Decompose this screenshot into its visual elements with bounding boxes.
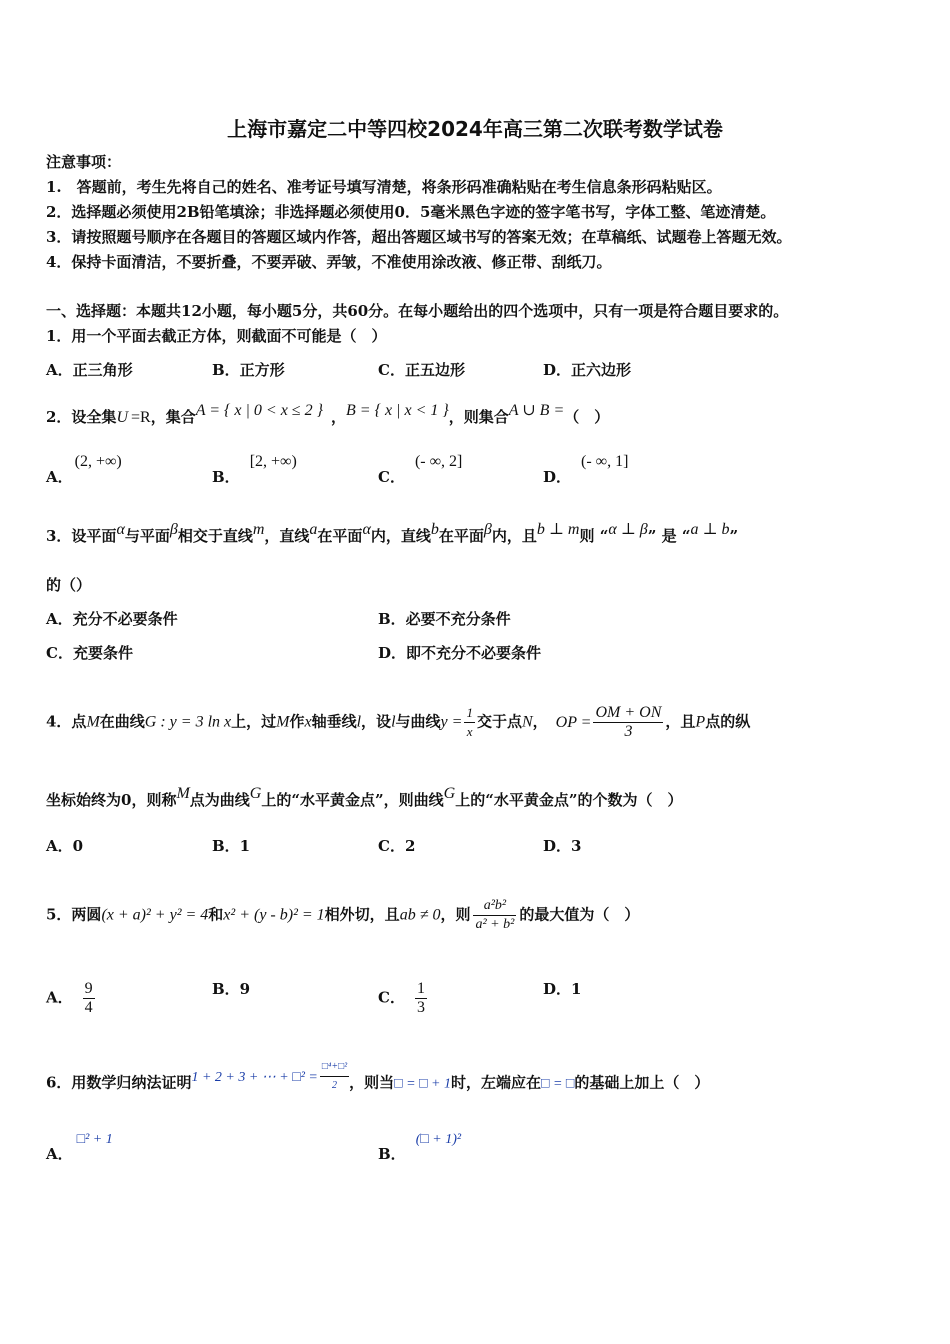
q6-formula-fraction: $\frac{\text{□⁴+□²}}{2}$ [320, 1058, 349, 1095]
q1-stem: 1．用一个平面去截正方体，则截面不可能是（ ） [46, 327, 387, 345]
q4-stem: 4．点M在曲线G : y = 3 ln x上，过M作x轴垂线l，设l与曲线y = $\frac{1}{x}$ 交于点N， OP = $\frac{OM + ON}{3}$ ，且P点的纵 [46, 704, 751, 740]
section-heading: 一、选择题：本题共12小题，每小题5分，共60分。在每小题给出的四个选项中，只有一项是符合题目要求的。 [46, 302, 789, 320]
q3-option-b: B．必要不充分条件 [378, 610, 511, 628]
q2-mid2: ，则集合 [448, 408, 509, 426]
q3-option-c: C．充要条件 [46, 644, 133, 662]
q2-option-d: D．(- ∞, 1] [543, 453, 629, 486]
q6-condition-k: □ = □ [541, 1076, 575, 1092]
q6-condition-k-plus-1: □ = □ + 1 [394, 1076, 451, 1092]
q4-axis-x: x [304, 713, 312, 731]
q2-option-b: B．[2, +∞) [212, 453, 297, 486]
q5-option-d: D．1 [543, 980, 582, 998]
q4-option-d: D．3 [543, 837, 582, 855]
q2-set-b: B = { x | x < 1 } [346, 402, 449, 419]
q2-paren: （ ） [564, 408, 610, 426]
q5-condition: ab ≠ 0 [399, 906, 441, 924]
q2-option-b-value: [2, +∞) [249, 453, 297, 470]
q5-option-c: C． $\frac{1}{3}$ [378, 980, 425, 1016]
q2-union: A ∪ B = [508, 402, 565, 419]
q6-formula: 1 + 2 + 3 + ⋯ + □² = [191, 1069, 318, 1085]
q4-point-p: P [695, 713, 706, 731]
q6-stem: 6．用数学归纳法证明1 + 2 + 3 + ⋯ + □² = $\frac{\text{□⁴+□²}}{2}$ ，则当□ = □ + 1时，左端应在□ = □的基础上加上（ ） [46, 1065, 709, 1102]
q3-b-perp-m: b ⊥ m [536, 521, 580, 538]
q5-expression-fraction: $\frac{\text{a²b²}}{\text{a² + b²}}$ [475, 898, 515, 932]
notes-heading: 注意事项： [46, 153, 122, 171]
q3-line-m: m [252, 521, 265, 538]
q2-universe-equals: =R [131, 409, 151, 426]
note-item-1: 1. 答题前，考生先将自己的姓名、准考证号填写清楚，将条形码准确粘贴在考生信息条形码粘贴区。 [46, 178, 722, 196]
q5-circle-1: (x + a)² + y² = 4 [101, 906, 209, 924]
q6-option-b-value: (□ + 1)² [415, 1132, 462, 1147]
q3-beta: β [169, 521, 178, 538]
q2-stem [46, 402, 610, 427]
q4-reciprocal-fraction: $\frac{1}{x}$ [466, 705, 473, 739]
q3-option-d: D．即不充分不必要条件 [378, 644, 542, 662]
q2-option-c-value: (- ∞, 2] [414, 453, 463, 470]
q3-option-a: A．充分不必要条件 [46, 610, 178, 628]
q4-option-b: B．1 [212, 837, 251, 855]
q4-point-n: N [521, 713, 533, 731]
note-item-4: 4．保持卡面清洁，不要折叠，不要弄破、弄皱，不准使用涂改液、修正带、刮纸刀。 [46, 253, 612, 271]
q4-point-m: M [86, 713, 100, 731]
q5-option-c-fraction: $\frac{1}{3}$ [416, 980, 425, 1016]
q4-line-l: l [356, 713, 362, 731]
q1-option-d: D．正六边形 [543, 361, 632, 379]
q3-alpha-perp-beta: α ⊥ β [608, 521, 648, 538]
q6-option-a-value: □² + 1 [76, 1132, 113, 1147]
q3-alpha: α [116, 521, 125, 538]
q3-a-perp-b: a ⊥ b [690, 521, 730, 538]
q3-line-a: a [309, 521, 318, 538]
q4-curve-g: G : y = 3 ln x [144, 713, 232, 731]
q4-curve-reciprocal: y = [440, 713, 463, 731]
q2-set-a: A = { x | 0 < x ≤ 2 } [195, 402, 323, 419]
q3-stem: 3．设平面α与平面β相交于直线m，直线a在平面α内，直线b在平面β内，且b ⊥ m则 “α ⊥ β” 是 “a ⊥ b” [46, 521, 739, 545]
q6-option-b: B．(□ + 1)² [378, 1132, 462, 1163]
q2-prefix: 2．设全集 [46, 408, 117, 426]
q1-option-b: B．正方形 [212, 361, 285, 379]
q4-vector-op: OP = [555, 713, 592, 731]
q2-option-a: A．(2, +∞) [46, 453, 122, 486]
note-item-3: 3．请按照题号顺序在各题目的答题区域内作答，超出答题区域书写的答案无效；在草稿纸、试题卷上答题无效。 [46, 228, 792, 246]
q1-option-c: C．正五边形 [378, 361, 465, 379]
q4-option-a: A．0 [46, 837, 84, 855]
q4-op-fraction: $\frac{OM + ON}{3}$ [595, 704, 662, 740]
q4-stem-line2: 坐标始终为0，则称M点为曲线G上的“水平黄金点”，则曲线G上的“水平黄金点”的个数为（ ） [46, 785, 683, 809]
q4-curve-name: G [249, 785, 262, 802]
q1-option-a: A．正三角形 [46, 361, 133, 379]
q6-option-a: A．□² + 1 [46, 1132, 113, 1163]
q2-option-c: C．(- ∞, 2] [378, 453, 463, 486]
q2-comma: ， [330, 408, 346, 426]
q5-stem: 5．两圆(x + a)² + y² = 4和x² + (y - b)² = 1相外切，且ab ≠ 0，则 $\frac{\text{a²b²}}{\text{a² + b²}}$ 的最大值为（ ） [46, 898, 640, 932]
q2-option-d-value: (- ∞, 1] [581, 453, 629, 470]
note-item-2: 2．选择题必须使用2B铅笔填涂；非选择题必须使用0．5毫米黑色字迹的签字笔书写，字体工整、笔迹清楚。 [46, 203, 776, 221]
page-title: 上海市嘉定二中等四校2024年高三第二次联考数学试卷 [227, 117, 723, 141]
q5-option-b: B．9 [212, 980, 251, 998]
q2-option-a-value: (2, +∞) [74, 453, 122, 470]
q2-universe-symbol: U [116, 409, 128, 426]
q3-line-b: b [430, 521, 439, 538]
q5-circle-2: x² + (y - b)² = 1 [223, 906, 325, 924]
q4-option-c: C．2 [378, 837, 416, 855]
q3-stem-line2: 的（） [46, 576, 92, 594]
q5-option-a: A． $\frac{9}{4}$ [46, 980, 93, 1016]
q5-option-a-fraction: $\frac{9}{4}$ [84, 980, 93, 1016]
q2-mid1: ，集合 [150, 408, 196, 426]
